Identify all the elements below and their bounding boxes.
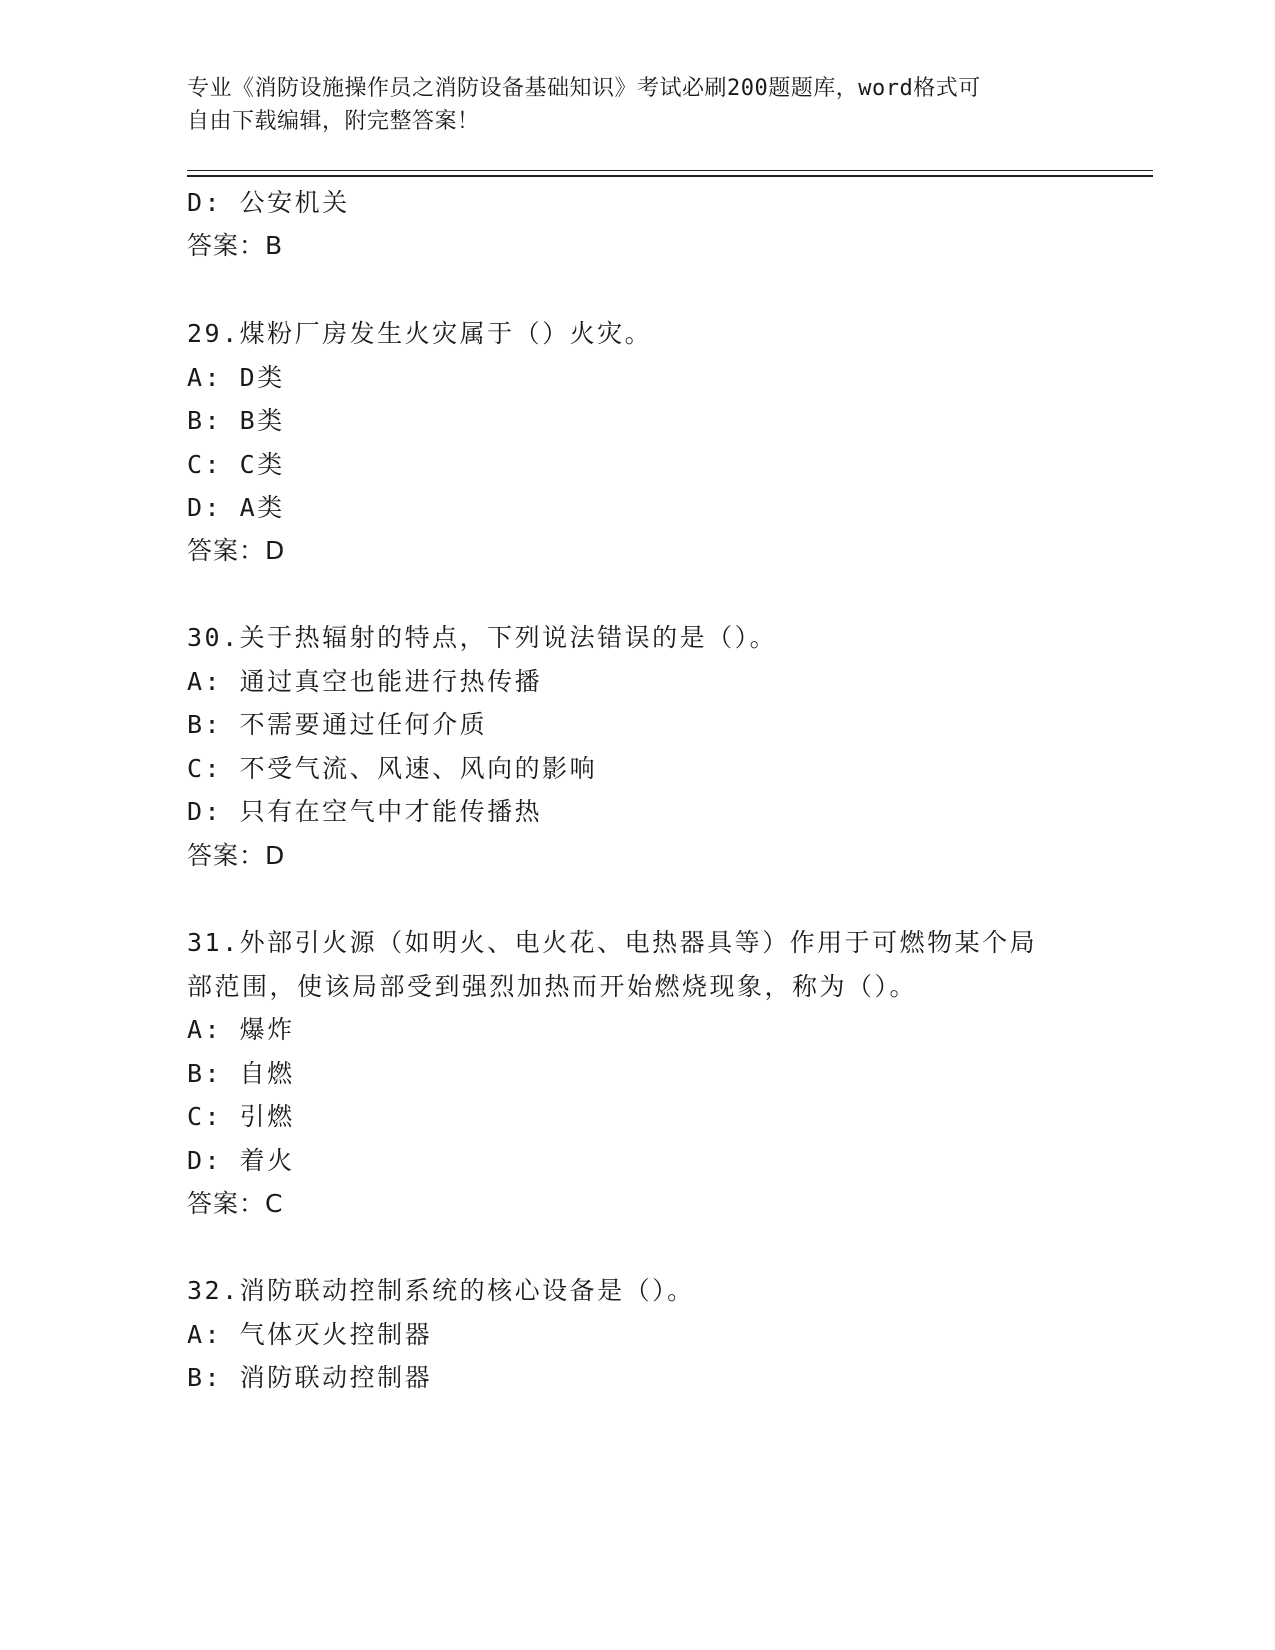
question-30-option-a: A: 通过真空也能进行热传播 [187, 667, 543, 696]
question-31-option-c: C: 引燃 [187, 1102, 295, 1131]
question-32-stem: 32.消防联动控制系统的核心设备是（）。 [187, 1276, 695, 1305]
question-29-option-c: C: C类 [187, 450, 285, 479]
question-29-answer: 答案：D [187, 536, 286, 565]
question-32-option-a: A: 气体灭火控制器 [187, 1320, 433, 1349]
question-31-option-a: A: 爆炸 [187, 1015, 295, 1044]
question-31-answer: 答案：C [187, 1189, 284, 1218]
question-32-option-b: B: 消防联动控制器 [187, 1363, 433, 1392]
question-29-option-b: B: B类 [187, 406, 285, 435]
header-line-2: 自由下载编辑，附完整答案！ [187, 109, 480, 134]
question-29-stem: 29.煤粉厂房发生火灾属于（）火灾。 [187, 319, 653, 348]
question-30-option-b: B: 不需要通过任何介质 [187, 710, 488, 739]
header-line-1: 专业《消防设施操作员之消防设备基础知识》考试必刷200题题库，word格式可 [187, 76, 981, 101]
question-31-option-d: D: 着火 [187, 1146, 295, 1175]
prev-answer: 答案：B [187, 231, 284, 260]
question-31-stem-line-2: 部范围，使该局部受到强烈加热而开始燃烧现象，称为（）。 [187, 972, 918, 1001]
question-29-option-d: D: A类 [187, 493, 285, 522]
prev-option-d: D: 公安机关 [187, 188, 350, 217]
question-30-stem: 30.关于热辐射的特点，下列说法错误的是（）。 [187, 623, 778, 652]
question-30-option-d: D: 只有在空气中才能传播热 [187, 797, 543, 826]
question-30-answer: 答案：D [187, 841, 286, 870]
question-31-option-b: B: 自燃 [187, 1059, 295, 1088]
question-30-option-c: C: 不受气流、风速、风向的影响 [187, 754, 598, 783]
document-header [187, 72, 1067, 138]
question-31-stem-line-1: 31.外部引火源（如明火、电火花、电热器具等）作用于可燃物某个局 [187, 928, 1038, 957]
header-rule-thin [187, 170, 1153, 171]
question-29-option-a: A: D类 [187, 363, 285, 392]
header-rule-thick [187, 175, 1153, 177]
